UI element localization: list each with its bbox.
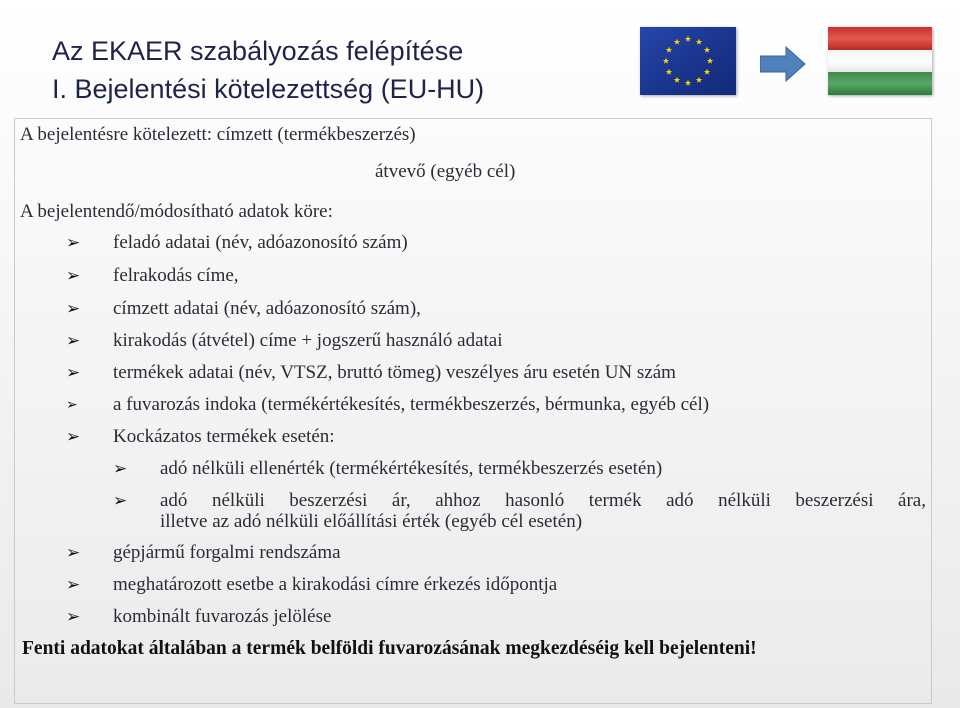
list-item-risky-goods: Kockázatos termékek esetén: — [113, 426, 335, 447]
bullet-arrow-icon: ➢ — [66, 607, 81, 626]
title-line-2: I. Bejelentési kötelezettség (EU-HU) — [52, 74, 485, 104]
list-item: címzett adatai (név, adóazonosító szám), — [113, 298, 421, 319]
bullet-arrow-icon: ➢ — [113, 491, 128, 510]
list-item: felrakodás címe, — [113, 265, 239, 286]
list-item: feladó adatai (név, adóazonosító szám) — [113, 232, 408, 253]
slide-title — [52, 32, 484, 108]
title-line-1: Az EKAER szabályozás felépítése — [52, 36, 464, 66]
sub-list-item-continuation: illetve az adó nélküli előállítási érték (egyéb cél esetén) — [160, 511, 583, 532]
list-item: kirakodás (átvétel) címe + jogszerű használó adatai — [113, 330, 503, 351]
bullet-arrow-icon: ➢ — [66, 398, 78, 413]
bullet-arrow-icon: ➢ — [66, 427, 81, 446]
bullet-arrow-icon: ➢ — [66, 266, 81, 285]
arrow-right-icon — [760, 45, 806, 83]
list-item: a fuvarozás indoka (termékértékesítés, termékbeszerzés, bérmunka, egyéb cél) — [113, 394, 710, 415]
obliged-label: A bejelentésre kötelezett: címzett (termékbeszerzés) — [20, 124, 416, 145]
eu-flag-icon — [640, 27, 736, 95]
bullet-arrow-icon: ➢ — [66, 575, 81, 594]
bullet-arrow-icon: ➢ — [66, 331, 81, 350]
bullet-arrow-icon: ➢ — [66, 363, 81, 382]
list-item: termékek adatai (név, VTSZ, bruttó tömeg) veszélyes áru esetén UN szám — [113, 362, 676, 383]
bullet-arrow-icon: ➢ — [66, 543, 81, 562]
bullet-arrow-icon: ➢ — [113, 459, 128, 478]
hungary-flag-icon — [828, 27, 932, 95]
list-item: kombinált fuvarozás jelölése — [113, 606, 332, 627]
list-item: gépjármű forgalmi rendszáma — [113, 542, 341, 563]
obliged-label-continuation: átvevő (egyéb cél) — [375, 161, 516, 182]
bullet-arrow-icon: ➢ — [66, 233, 81, 252]
data-scope-label: A bejelentendő/módosítható adatok köre: — [20, 201, 333, 222]
bullet-arrow-icon: ➢ — [66, 299, 81, 318]
list-item: meghatározott esetbe a kirakodási címre érkezés időpontja — [113, 574, 558, 595]
footer-note: Fenti adatokat általában a termék belföldi fuvarozásának megkezdéséig kell bejelenteni! — [22, 638, 757, 659]
sub-list-item: adó nélküli beszerzési ár, ahhoz hasonló termék adó nélküli beszerzési ára, — [160, 490, 926, 511]
sub-list-item: adó nélküli ellenérték (termékértékesítés, termékbeszerzés esetén) — [160, 458, 663, 479]
